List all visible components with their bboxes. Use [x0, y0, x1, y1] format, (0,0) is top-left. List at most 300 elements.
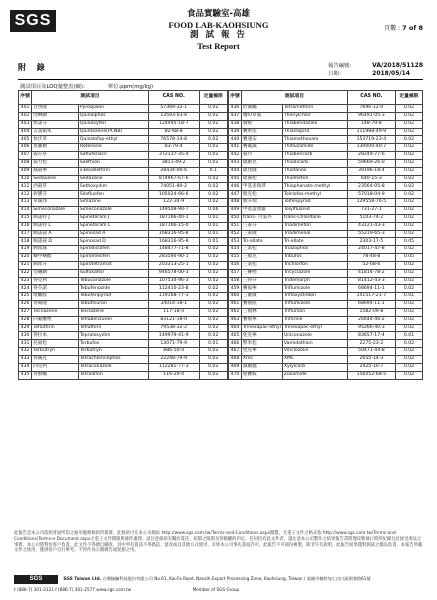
cell-name-en: Trinexapac-ethyl [282, 324, 347, 332]
cell-no: 456 [229, 261, 242, 269]
cell-no: 420 [19, 254, 32, 262]
cell-name-en: Thiofanox [282, 167, 347, 175]
cell-loq: 0.02 [199, 293, 227, 301]
cell-loq: 0.02 [199, 183, 227, 191]
cell-cas: 50471-44-8 [347, 348, 395, 356]
cell-no: 416 [19, 222, 32, 230]
cell-name-en: Simeconazole [78, 206, 148, 214]
cell-loq: 0.02 [395, 183, 422, 191]
table-row [229, 222, 423, 230]
cell-no: 442 [229, 152, 242, 160]
cell-name-en: Trifluralin [282, 308, 347, 316]
cell-no: 413 [19, 199, 32, 207]
table-row [229, 277, 423, 285]
cell-no: 457 [229, 269, 242, 277]
cell-no: 439 [229, 128, 242, 136]
cell-loq: 0.02 [395, 301, 422, 309]
cell-no: 449 [229, 206, 242, 214]
cell-cas: 43121-43-3 [347, 222, 395, 230]
cell-cas: 148-79-8 [347, 120, 395, 128]
cell-loq: 0.02 [395, 167, 422, 175]
table-row [19, 152, 228, 160]
cell-name-cn: 魚藤精 [32, 144, 79, 152]
table-row [229, 183, 423, 191]
cell-cas: 116-29-0 [148, 371, 199, 379]
report-title-cn: 測 試 報 告 [190, 30, 247, 40]
table-row [19, 285, 228, 293]
cell-name-cn: 賽福寧 [241, 285, 282, 293]
table-row [19, 293, 228, 301]
cell-no: 470 [229, 371, 242, 379]
cell-name-en: Quinalphos [78, 112, 148, 120]
cell-name-en: Terbufos [78, 340, 148, 348]
cell-cas: 81412-43-3 [347, 277, 395, 285]
cell-loq: 0.02 [199, 112, 227, 120]
cell-no: 401 [19, 105, 32, 113]
col-item: 測試項目 [241, 91, 347, 105]
table-row [19, 348, 228, 356]
report-no-label: 報告編號： [328, 63, 355, 69]
col-no: 序號 [19, 91, 32, 105]
cell-name-en: Thiophanate-methyl [282, 183, 347, 191]
cell-name-cn: 螺甲螨酯 [32, 254, 79, 262]
cell-no: 453 [229, 238, 242, 246]
cell-no: 465 [229, 332, 242, 340]
cell-loq: 0.02 [199, 175, 227, 183]
cell-loq: 0.02 [395, 308, 422, 316]
cell-no: 414 [19, 206, 32, 214]
cell-no: 454 [229, 246, 242, 254]
cell-no: 410 [19, 175, 32, 183]
cell-name-en: Triflumizole [282, 285, 347, 293]
table-row [229, 199, 423, 207]
cell-loq: 0.02 [395, 285, 422, 293]
cell-no: 418 [19, 238, 32, 246]
page-value: 7 of 8 [402, 24, 423, 32]
cell-no: 423 [19, 277, 32, 285]
cell-cas: 13593-03-8 [148, 112, 199, 120]
cell-loq: 0.01 [199, 238, 227, 246]
cell-cas: 24017-47-8 [347, 246, 395, 254]
table-row [19, 230, 228, 238]
table-row [19, 175, 228, 183]
cell-cas: 57369-32-1 [148, 105, 199, 113]
cell-loq: 0.02 [199, 316, 227, 324]
cell-name-en: Triadimefon [282, 222, 347, 230]
cell-name-cn: 得匍隆 [32, 301, 79, 309]
table-row [229, 371, 423, 379]
lab-title-cn: 食品實驗室-高雄 [186, 9, 251, 19]
cell-no: 412 [19, 191, 32, 199]
cell-name-en: Triflumizole [282, 301, 347, 309]
table-row [19, 340, 228, 348]
table-row [229, 144, 423, 152]
table-row [19, 246, 228, 254]
cell-loq: 0.02 [395, 199, 422, 207]
cell-no: 452 [229, 230, 242, 238]
cell-name-en: Thenylchlor [282, 112, 347, 120]
cell-name-cn: 賜諾殺 D [32, 238, 79, 246]
loq-table-right [228, 90, 423, 380]
cell-cas: 640-15-3 [347, 175, 395, 183]
cell-name-en: Sethoxydim [78, 183, 148, 191]
cell-loq: 0.02 [199, 308, 227, 316]
cell-cas: 117-18-0 [148, 308, 199, 316]
cell-loq: 0.06 [199, 206, 227, 214]
cell-no: 469 [229, 363, 242, 371]
cell-name-en: Thifluzamide [282, 144, 347, 152]
sgs-logo: SGS [10, 10, 56, 32]
cell-no: 430 [19, 332, 32, 340]
cell-no: 432 [19, 348, 32, 356]
table-row [19, 254, 228, 262]
cell-loq: 0.01 [199, 340, 227, 348]
cell-cas: 129558-76-5 [347, 199, 395, 207]
cell-loq: 0.02 [199, 356, 227, 364]
cell-name-cn: 賽速安 [241, 136, 282, 144]
cell-loq: 0.02 [199, 159, 227, 167]
cell-cas: 130000-40-7 [347, 144, 395, 152]
table-row [19, 301, 228, 309]
cell-name-en: Tebufenpyrad [78, 293, 148, 301]
cell-name-en: Sedaxane [78, 175, 148, 183]
table-row [229, 356, 423, 364]
cell-no: 468 [229, 356, 242, 364]
cell-loq: 0.02 [199, 301, 227, 309]
cell-name-cn: 賽福座 [241, 301, 282, 309]
cell-name-cn: 三落松 [241, 246, 282, 254]
table-row [19, 356, 228, 364]
cell-name-en: Tetraconazole [78, 363, 148, 371]
cell-name-en: Thiamethoxam [282, 136, 347, 144]
cell-loq: 0.02 [199, 269, 227, 277]
cell-cas: 149979-41-9 [148, 332, 199, 340]
cell-name-en: Vamidothion [282, 340, 347, 348]
cell-name-en: Tri-allate [282, 238, 347, 246]
cell-name-cn: 三賽唑 [241, 269, 282, 277]
table-row [19, 277, 228, 285]
cell-cas: 168316-95-8 [148, 230, 199, 238]
table-row [229, 230, 423, 238]
table-row [229, 159, 423, 167]
cell-name-cn: 草滅淨 [32, 199, 79, 207]
footer-address: No.61, Kai-Fa Road, Nanzih Export Processing Zone, Kaohsiung, Taiwan / 高雄市楠梓加工出口區開發路61號 [154, 576, 371, 581]
cell-name-en: s-Bioallethrin [78, 167, 148, 175]
cell-no: 407 [19, 152, 32, 160]
table-row [229, 324, 423, 332]
table-caption [20, 82, 153, 90]
table-row [19, 159, 228, 167]
cell-loq: 0.02 [199, 348, 227, 356]
table-row [229, 167, 423, 175]
footer-phone: t (886-7) 301-2121 f (886-7) 301-2577 www.sgs.com.tw [14, 587, 132, 592]
table-row [19, 269, 228, 277]
cell-name-cn: 賜諾殺 A [32, 230, 79, 238]
cell-cas: 59669-26-0 [347, 159, 395, 167]
cell-name-cn: 滅殺寧 [32, 167, 79, 175]
cell-name-en: Tebufenozide [78, 285, 148, 293]
table-row [19, 261, 228, 269]
cell-name-cn: 得克利 [32, 277, 79, 285]
cell-loq: 0.02 [199, 324, 227, 332]
cell-name-en: Vinclozolin [282, 348, 347, 356]
cell-name-cn: 托福松 [32, 340, 79, 348]
table-row [229, 175, 423, 183]
cell-cas: 119168-77-3 [148, 293, 199, 301]
table-row [19, 222, 228, 230]
cell-name-en: Sulfoxaflor [78, 269, 148, 277]
table-row [229, 301, 423, 309]
cell-name-cn: 三福克 [241, 254, 282, 262]
date-label: 日期： [328, 71, 345, 77]
cell-cas: 168316-95-8 [148, 238, 199, 246]
cell-no: 436 [229, 105, 242, 113]
table-row [19, 206, 228, 214]
cell-name-cn: 脫克松 [241, 191, 282, 199]
cell-cas: 52-68-6 [347, 261, 395, 269]
footer-logo: SGS [14, 575, 58, 584]
cell-cas: 22248-79-9 [148, 356, 199, 364]
table-row [229, 246, 423, 254]
page-number [384, 23, 423, 32]
cell-cas: 156052-68-5 [347, 371, 395, 379]
cell-name-en: Terbutryn [78, 348, 148, 356]
cell-name-cn: 吡蟎胺 [32, 293, 79, 301]
cell-name-cn: 硫敵克 [241, 159, 282, 167]
cell-loq: 0.02 [199, 191, 227, 199]
cell-name-cn: 四氟醚唑 [32, 316, 79, 324]
cell-no: 440 [229, 136, 242, 144]
cell-name-cn: Simeconazole [32, 206, 79, 214]
cell-cas: 122-34-9 [148, 199, 199, 207]
cell-cas: 78-48-8 [347, 254, 395, 262]
cell-no: 467 [229, 348, 242, 356]
cell-loq: 0.02 [395, 277, 422, 285]
cell-name-cn: 硫滅松 [241, 175, 282, 183]
cell-loq: 0.02 [395, 222, 422, 230]
col-cas: CAS NO. [347, 91, 395, 105]
cell-cas: 34014-18-1 [148, 301, 199, 309]
cell-cas: 112410-23-8 [148, 285, 199, 293]
cell-cas: 26644-46-2 [347, 316, 395, 324]
cell-no: 431 [19, 340, 32, 348]
cell-cas: 5103-74-2 [347, 214, 395, 222]
cell-name-en: Tricyclazole [282, 269, 347, 277]
cell-name-cn: 五氯硝苯 [32, 128, 79, 136]
cell-cas: 203313-25-1 [148, 261, 199, 269]
cell-name-en: Tolylfluanid [282, 206, 347, 214]
cell-name-cn: 四克利 [32, 363, 79, 371]
cell-no: 435 [19, 371, 32, 379]
cell-name-en: Trichlorfon [282, 261, 347, 269]
cell-name-en: Tebuthiuron [78, 301, 148, 309]
cell-cas: 83-79-4 [148, 144, 199, 152]
lab-title-en: FOOD LAB-KAOHSIUNG [168, 20, 269, 30]
cell-no: 443 [229, 159, 242, 167]
table-row [229, 206, 423, 214]
table-row [229, 191, 423, 199]
cell-loq: 0.02 [395, 363, 422, 371]
cell-cas: 111988-49-9 [347, 128, 395, 136]
cell-no: 459 [229, 285, 242, 293]
cell-loq: 0.02 [395, 128, 422, 136]
cell-name-cn: 殺芬草 [32, 152, 79, 160]
cell-no: 438 [229, 120, 242, 128]
cell-name-cn: Sedaxane [32, 175, 79, 183]
cell-cas: 124495-18-7 [148, 120, 199, 128]
cell-cas: 83657-17-4 [347, 332, 395, 340]
cell-name-cn: 賽氟滅 [241, 144, 282, 152]
cell-loq: 0.02 [395, 269, 422, 277]
table-row [19, 308, 228, 316]
cell-cas: 7696-12-0 [347, 105, 395, 113]
cell-name-cn: Trinexapac-ethyl [241, 324, 282, 332]
cell-name-en: Tepraloxydim [78, 332, 148, 340]
caption-title: 測試項目及LOQ彙整表(續)： [20, 84, 89, 90]
cell-name-cn: 噻吩草胺 [241, 112, 282, 120]
cell-no: 403 [19, 120, 32, 128]
cell-name-en: Quintozene(PCNB) [78, 128, 148, 136]
cell-no: 466 [229, 340, 242, 348]
footer-company: SGS Taiwan Ltd. [63, 576, 102, 581]
cell-loq: 0.02 [395, 246, 422, 254]
cell-name-en: Spinosad A [78, 230, 148, 238]
cell-cas: 2425-10-7 [347, 363, 395, 371]
cell-name-cn: 三泰芬 [241, 222, 282, 230]
cell-cas: 83121-18-0 [148, 316, 199, 324]
cell-no: 460 [229, 293, 242, 301]
table-row [229, 238, 423, 246]
cell-loq: 0.02 [395, 348, 422, 356]
cell-name-en: Thiodicarb [282, 159, 347, 167]
cell-name-en: Tolclofos-methyl [282, 191, 347, 199]
cell-name-en: Spirotetramat [78, 261, 148, 269]
table-row [229, 348, 423, 356]
report-header [0, 9, 437, 51]
cell-cas: 95266-40-3 [347, 324, 395, 332]
cell-loq: 0.02 [199, 277, 227, 285]
cell-name-en: Simazine [78, 199, 148, 207]
cell-name-en: Silafluofen [78, 191, 148, 199]
cell-cas: 28434-00-6 [148, 167, 199, 175]
cell-cas: 1582-09-8 [347, 308, 395, 316]
cell-loq: 0.02 [199, 371, 227, 379]
cell-cas: 2655-14-3 [347, 356, 395, 364]
cell-name-en: Thiacloprid [282, 128, 347, 136]
table-row [19, 120, 228, 128]
cell-cas: 149508-90-7 [148, 206, 199, 214]
cell-cas: 283594-90-1 [148, 254, 199, 262]
cell-cas: 76578-14-8 [148, 136, 199, 144]
cell-name-en: Triazophos [282, 246, 347, 254]
cell-name-en: Thiabendazole [282, 120, 347, 128]
cell-no: 417 [19, 230, 32, 238]
cell-cas: 2275-23-2 [347, 340, 395, 348]
cell-cas: 187166-15-0 [148, 222, 199, 230]
cell-loq: 0.02 [395, 316, 422, 324]
cell-name-en: Tecnazene [78, 308, 148, 316]
cell-no: 447 [229, 191, 242, 199]
cell-cas: 96491-05-3 [347, 112, 395, 120]
cell-no: 463 [229, 316, 242, 324]
cell-name-cn: 快諾芬 [32, 120, 79, 128]
col-loq: 定量極限 [199, 91, 227, 105]
cell-loq: 0.02 [199, 120, 227, 128]
cell-loq: 0.02 [395, 324, 422, 332]
cell-cas: 79538-32-2 [148, 324, 199, 332]
cell-loq: 0.02 [395, 175, 422, 183]
cell-loq: 0.02 [395, 112, 422, 120]
table-row [19, 191, 228, 199]
cell-name-cn: 三泰隆 [241, 230, 282, 238]
cell-name-cn: 得脫蟎 [32, 371, 79, 379]
caption-unit: 單位:ppm(mg/kg) [107, 84, 154, 90]
table-row [229, 120, 423, 128]
cell-name-en: Triforine [282, 316, 347, 324]
cell-name-cn: 得滅克 [32, 356, 79, 364]
table-row [19, 167, 228, 175]
cell-name-en: Tefluthrin [78, 324, 148, 332]
cell-cas: 372137-35-4 [148, 152, 199, 160]
cell-cas: 28249-77-6 [347, 152, 395, 160]
cell-cas: 148477-71-8 [148, 246, 199, 254]
cell-cas: 153719-23-4 [347, 136, 395, 144]
cell-name-cn: 得拉本 [32, 332, 79, 340]
cell-loq: 0.02 [395, 356, 422, 364]
cell-cas: 886-50-0 [148, 348, 199, 356]
page-label: 頁數 : [384, 25, 401, 32]
cell-loq: 0.1 [199, 167, 227, 175]
cell-no: 441 [229, 144, 242, 152]
cell-name-en: Thiometon [282, 175, 347, 183]
cell-name-en: Uniconazole [282, 332, 347, 340]
header-divider [18, 79, 423, 80]
report-title-en: Test Report [197, 41, 240, 51]
cell-cas: 107534-96-3 [148, 277, 199, 285]
cell-name-cn: Tecnazene [32, 308, 79, 316]
cell-cas: 874967-67-6 [148, 175, 199, 183]
cell-cas: 112281-77-3 [148, 363, 199, 371]
cell-no: 448 [229, 199, 242, 207]
table-row [19, 324, 228, 332]
cell-no: 415 [19, 214, 32, 222]
cell-cas: 55219-65-3 [347, 230, 395, 238]
cell-name-en: Saflufenacil [78, 152, 148, 160]
cell-name-cn: 賜派芬 [32, 261, 79, 269]
cell-loq: 0.02 [395, 261, 422, 269]
cell-loq: 0.02 [395, 120, 422, 128]
footer-member: Member of SGS Group [192, 587, 240, 592]
cell-name-cn: 甲基益發靈 [241, 206, 282, 214]
table-row [229, 152, 423, 160]
cell-name-cn: 座賽胺 [241, 371, 282, 379]
cell-name-cn: 殺丹 [241, 152, 282, 160]
cell-no: 402 [19, 112, 32, 120]
cell-loq: 0.02 [395, 159, 422, 167]
cell-cas: 74051-80-2 [148, 183, 199, 191]
cell-name-en: Tridemorph [282, 277, 347, 285]
cell-cas: 141517-21-7 [347, 293, 395, 301]
table-row [229, 285, 423, 293]
table-row [19, 183, 228, 191]
cell-loq: 0.01 [395, 332, 422, 340]
cell-name-cn: Tefluthrin [32, 324, 79, 332]
cell-cas: 13071-79-9 [148, 340, 199, 348]
cell-name-cn: 賜諾特 J [32, 214, 79, 222]
cell-name-cn: 甲基多保淨 [241, 183, 282, 191]
cell-loq: 0.02 [199, 254, 227, 262]
cell-name-en: Tetrachlorvinphos [78, 356, 148, 364]
